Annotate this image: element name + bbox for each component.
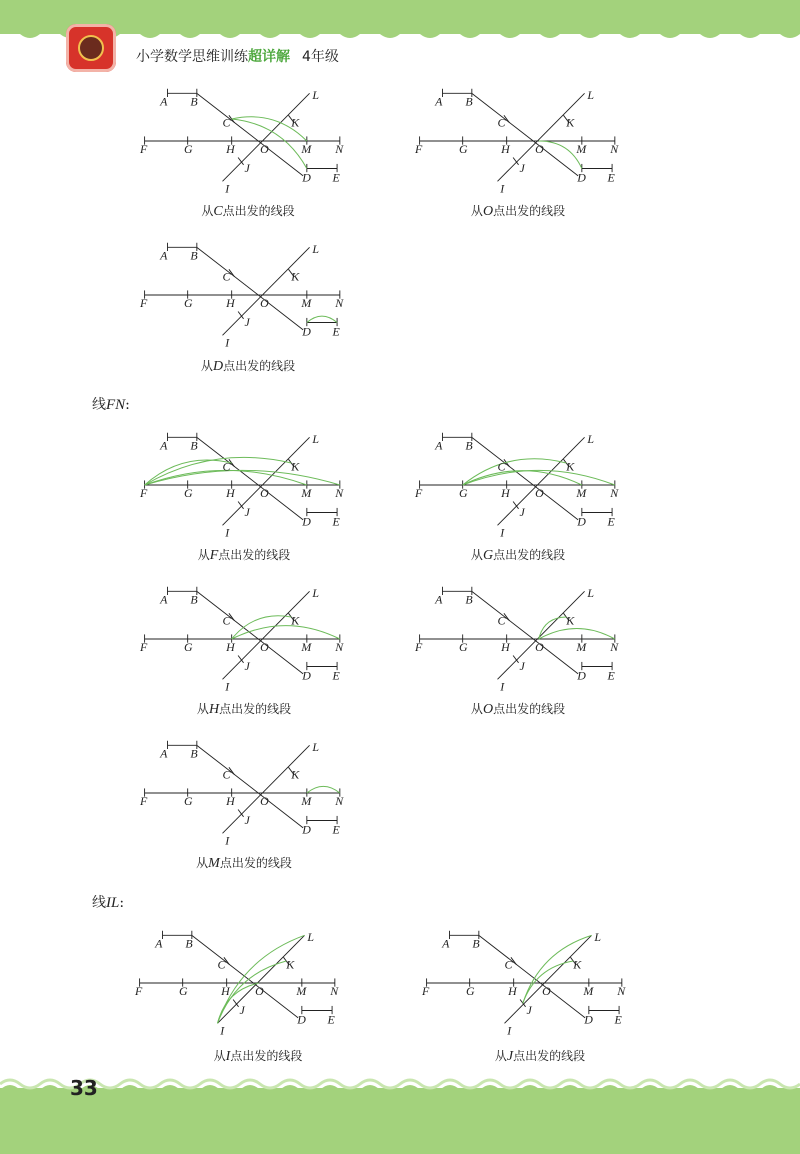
point-label-a: A <box>435 438 443 453</box>
point-label-j: J <box>244 315 250 330</box>
point-label-a: A <box>160 746 168 761</box>
point-label-f: F <box>140 295 148 310</box>
point-label-c: C <box>497 613 506 628</box>
caption-from-c <box>128 202 368 220</box>
bottom-wave <box>0 1074 800 1104</box>
line-il <box>223 745 310 833</box>
point-label-c: C <box>217 957 226 972</box>
point-label-b: B <box>190 592 198 607</box>
point-label-e: E <box>327 1012 335 1027</box>
point-label-m: M <box>301 485 312 500</box>
point-label-d: D <box>302 668 311 683</box>
segment-arc-hn <box>232 626 340 639</box>
segment-arc-de <box>307 316 337 322</box>
book-logo <box>66 24 116 72</box>
diagram-from-c <box>130 86 370 196</box>
line-bd <box>197 247 303 330</box>
point-label-b: B <box>185 936 193 951</box>
point-label-i: I <box>500 679 505 694</box>
page-number: 33 <box>70 1076 98 1100</box>
caption-suffix: 点出发的线段 <box>493 548 566 562</box>
point-label-n: N <box>335 485 344 500</box>
point-label-m: M <box>301 295 312 310</box>
point-label-h: H <box>226 485 235 500</box>
caption-point: O <box>482 204 494 219</box>
point-label-l: L <box>312 739 319 754</box>
caption-point: D <box>212 359 224 374</box>
point-label-k: K <box>291 767 300 782</box>
point-label-g: G <box>459 639 468 654</box>
point-label-j: J <box>519 505 525 520</box>
point-label-d: D <box>302 170 311 185</box>
caption-prefix: 从 <box>470 548 483 562</box>
caption-prefix: 从 <box>196 702 209 716</box>
diagram-from-h <box>130 584 370 694</box>
point-label-f: F <box>415 485 423 500</box>
point-label-o: O <box>542 983 551 998</box>
point-label-l: L <box>312 431 319 446</box>
caption-from-h <box>124 700 364 718</box>
point-label-o: O <box>260 295 269 310</box>
point-label-i: I <box>225 181 230 196</box>
point-label-l: L <box>594 929 601 944</box>
segment-arc-od <box>539 141 582 169</box>
point-label-c: C <box>222 767 231 782</box>
section-line-name: FN <box>106 397 126 413</box>
point-label-a: A <box>160 248 168 263</box>
point-label-h: H <box>508 983 517 998</box>
point-label-g: G <box>184 141 193 156</box>
point-label-e: E <box>607 514 615 529</box>
point-label-m: M <box>576 485 587 500</box>
point-label-i: I <box>225 525 230 540</box>
diagram-from-o-1 <box>405 86 645 196</box>
point-label-m: M <box>583 983 594 998</box>
point-label-b: B <box>190 94 198 109</box>
point-label-k: K <box>291 459 300 474</box>
point-label-n: N <box>617 983 626 998</box>
point-label-j: J <box>244 659 250 674</box>
point-label-k: K <box>291 115 300 130</box>
header-title: 小学数学思维训练 <box>136 49 248 65</box>
point-label-f: F <box>140 485 148 500</box>
point-label-o: O <box>260 639 269 654</box>
point-label-a: A <box>442 936 450 951</box>
point-label-m: M <box>301 141 312 156</box>
section-heading-fn <box>92 394 130 414</box>
diagram-from-m <box>130 738 370 848</box>
diagram-from-i <box>125 928 365 1038</box>
point-label-e: E <box>607 170 615 185</box>
caption-point: C <box>213 204 223 219</box>
point-label-o: O <box>535 639 544 654</box>
point-label-d: D <box>577 170 586 185</box>
point-label-b: B <box>190 746 198 761</box>
point-label-e: E <box>332 822 340 837</box>
point-label-k: K <box>573 957 582 972</box>
point-label-h: H <box>221 983 230 998</box>
caption-from-f <box>124 546 364 564</box>
point-label-i: I <box>220 1023 225 1038</box>
line-bd <box>197 93 303 176</box>
point-label-a: A <box>155 936 163 951</box>
point-label-e: E <box>332 324 340 339</box>
line-bd <box>472 591 578 674</box>
point-label-e: E <box>332 170 340 185</box>
point-label-g: G <box>459 141 468 156</box>
header-grade: 4年级 <box>302 49 339 65</box>
point-label-j: J <box>244 813 250 828</box>
line-bd <box>479 935 585 1018</box>
caption-prefix: 从 <box>494 1049 507 1063</box>
segment-arc-on <box>539 628 615 639</box>
caption-suffix: 点出发的线段 <box>219 702 292 716</box>
point-label-m: M <box>301 639 312 654</box>
point-label-b: B <box>190 248 198 263</box>
point-label-j: J <box>519 161 525 176</box>
caption-point: O <box>482 702 494 717</box>
point-label-g: G <box>179 983 188 998</box>
line-il <box>223 247 310 335</box>
line-il <box>505 935 592 1023</box>
point-label-a: A <box>160 94 168 109</box>
point-label-b: B <box>472 936 480 951</box>
point-label-l: L <box>312 87 319 102</box>
caption-from-g <box>398 546 638 564</box>
point-label-n: N <box>335 295 344 310</box>
caption-suffix: 点出发的线段 <box>513 1049 586 1063</box>
running-header <box>136 46 339 66</box>
line-il <box>498 437 585 525</box>
point-label-d: D <box>577 668 586 683</box>
point-label-b: B <box>465 592 473 607</box>
caption-from-o-2 <box>398 700 638 718</box>
point-label-f: F <box>135 983 143 998</box>
caption-suffix: 点出发的线段 <box>222 204 295 218</box>
caption-suffix: 点出发的线段 <box>218 548 291 562</box>
point-label-n: N <box>330 983 339 998</box>
point-label-h: H <box>501 639 510 654</box>
line-bd <box>197 745 303 828</box>
diagram-from-o-2 <box>405 584 645 694</box>
point-label-a: A <box>435 592 443 607</box>
caption-suffix: 点出发的线段 <box>219 856 292 870</box>
caption-point: G <box>482 548 494 563</box>
point-label-o: O <box>535 141 544 156</box>
segment-arc-ok <box>539 617 567 639</box>
point-label-m: M <box>296 983 307 998</box>
section-prefix: 线 <box>92 397 106 413</box>
point-label-h: H <box>226 793 235 808</box>
point-label-l: L <box>587 431 594 446</box>
point-label-c: C <box>497 115 506 130</box>
caption-prefix: 从 <box>200 359 213 373</box>
point-label-n: N <box>335 141 344 156</box>
caption-suffix: 点出发的线段 <box>493 204 566 218</box>
line-bd <box>197 591 303 674</box>
point-label-o: O <box>260 793 269 808</box>
caption-point: J <box>506 1049 514 1064</box>
point-label-h: H <box>501 141 510 156</box>
caption-from-i <box>138 1047 378 1065</box>
point-label-k: K <box>286 957 295 972</box>
section-heading-il <box>92 892 124 912</box>
top-band <box>0 0 800 34</box>
point-label-o: O <box>260 485 269 500</box>
point-label-d: D <box>302 514 311 529</box>
point-label-a: A <box>160 592 168 607</box>
point-label-j: J <box>519 659 525 674</box>
point-label-c: C <box>222 613 231 628</box>
point-label-d: D <box>584 1012 593 1027</box>
point-label-j: J <box>239 1003 245 1018</box>
point-label-l: L <box>307 929 314 944</box>
section-line-name: IL <box>106 895 120 911</box>
point-label-o: O <box>535 485 544 500</box>
point-label-c: C <box>497 459 506 474</box>
caption-point: H <box>208 702 220 717</box>
point-label-f: F <box>140 141 148 156</box>
point-label-c: C <box>504 957 513 972</box>
point-label-d: D <box>297 1012 306 1027</box>
point-label-f: F <box>140 793 148 808</box>
section-suffix: : <box>119 895 125 911</box>
point-label-f: F <box>415 141 423 156</box>
point-label-c: C <box>222 269 231 284</box>
point-label-n: N <box>335 793 344 808</box>
point-label-a: A <box>160 438 168 453</box>
point-label-o: O <box>255 983 264 998</box>
caption-from-m <box>124 854 364 872</box>
point-label-j: J <box>244 505 250 520</box>
caption-prefix: 从 <box>213 1049 226 1063</box>
point-label-f: F <box>140 639 148 654</box>
point-label-n: N <box>610 485 619 500</box>
point-label-o: O <box>260 141 269 156</box>
diagram-from-j <box>412 928 652 1038</box>
point-label-b: B <box>465 94 473 109</box>
top-wave <box>0 20 800 80</box>
point-label-n: N <box>610 639 619 654</box>
diagram-from-f <box>130 430 370 540</box>
line-il <box>498 93 585 181</box>
point-label-g: G <box>459 485 468 500</box>
point-label-g: G <box>184 295 193 310</box>
point-label-k: K <box>566 115 575 130</box>
point-label-h: H <box>226 295 235 310</box>
point-label-m: M <box>576 141 587 156</box>
caption-suffix: 点出发的线段 <box>493 702 566 716</box>
point-label-e: E <box>614 1012 622 1027</box>
line-il <box>223 591 310 679</box>
point-label-i: I <box>500 181 505 196</box>
caption-prefix: 从 <box>470 204 483 218</box>
point-label-i: I <box>225 335 230 350</box>
point-label-c: C <box>222 459 231 474</box>
point-label-a: A <box>435 94 443 109</box>
segment-arc-gn <box>463 470 615 485</box>
header-highlight: 超详解 <box>248 49 290 65</box>
diagram-from-d <box>130 240 370 350</box>
point-label-h: H <box>226 141 235 156</box>
caption-prefix: 从 <box>201 204 214 218</box>
bottom-band <box>0 1088 800 1154</box>
point-label-i: I <box>225 679 230 694</box>
point-label-k: K <box>291 269 300 284</box>
point-label-m: M <box>301 793 312 808</box>
point-label-k: K <box>291 613 300 628</box>
point-label-l: L <box>587 87 594 102</box>
point-label-m: M <box>576 639 587 654</box>
point-label-f: F <box>422 983 430 998</box>
caption-suffix: 点出发的线段 <box>230 1049 303 1063</box>
point-label-g: G <box>184 639 193 654</box>
point-label-d: D <box>302 324 311 339</box>
caption-from-d <box>128 357 368 375</box>
point-label-k: K <box>566 613 575 628</box>
segment-arc-mn <box>307 786 340 793</box>
line-bd <box>472 93 578 176</box>
point-label-k: K <box>566 459 575 474</box>
point-label-b: B <box>465 438 473 453</box>
point-label-l: L <box>587 585 594 600</box>
point-label-i: I <box>225 833 230 848</box>
caption-point: M <box>208 856 220 871</box>
caption-prefix: 从 <box>196 856 209 870</box>
line-bd <box>192 935 298 1018</box>
diagram-from-g <box>405 430 645 540</box>
point-label-h: H <box>226 639 235 654</box>
point-label-e: E <box>332 514 340 529</box>
logo-emblem-icon <box>78 35 104 61</box>
point-label-c: C <box>222 115 231 130</box>
caption-point: F <box>209 548 219 563</box>
caption-prefix: 从 <box>470 702 483 716</box>
point-label-j: J <box>526 1003 532 1018</box>
point-label-e: E <box>332 668 340 683</box>
caption-from-j <box>420 1047 660 1065</box>
line-il <box>223 93 310 181</box>
section-suffix: : <box>125 397 130 413</box>
line-il <box>218 935 305 1023</box>
point-label-d: D <box>302 822 311 837</box>
point-label-l: L <box>312 241 319 256</box>
caption-from-o-1 <box>398 202 638 220</box>
point-label-e: E <box>607 668 615 683</box>
point-label-i: I <box>507 1023 512 1038</box>
point-label-f: F <box>415 639 423 654</box>
point-label-l: L <box>312 585 319 600</box>
section-prefix: 线 <box>92 895 106 911</box>
point-label-j: J <box>244 161 250 176</box>
line-bd <box>472 437 578 519</box>
caption-prefix: 从 <box>197 548 210 562</box>
point-label-n: N <box>335 639 344 654</box>
point-label-g: G <box>184 793 193 808</box>
point-label-b: B <box>190 438 198 453</box>
point-label-n: N <box>610 141 619 156</box>
point-label-h: H <box>501 485 510 500</box>
point-label-g: G <box>466 983 475 998</box>
point-label-g: G <box>184 485 193 500</box>
point-label-d: D <box>577 514 586 529</box>
caption-suffix: 点出发的线段 <box>223 359 296 373</box>
point-label-i: I <box>500 525 505 540</box>
caption-point: I <box>225 1049 231 1064</box>
line-il <box>498 591 585 679</box>
